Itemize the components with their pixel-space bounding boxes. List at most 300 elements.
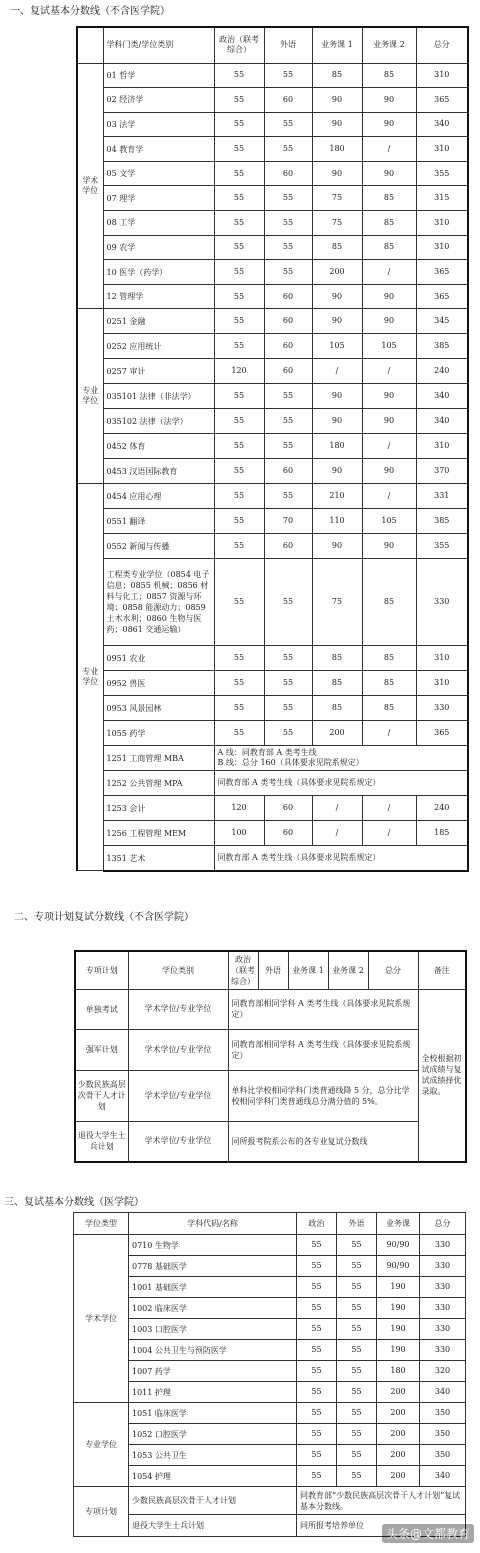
score-total: 310 [416,211,468,236]
requirement-text: 同教育部相同学科 A 类考生线（具体要求见院系规定） [228,1029,418,1070]
table-row [75,989,466,1029]
score-total: 185 [416,821,468,846]
requirement-text: 同所报考院系公布的各专业复试分数线 [228,1121,418,1162]
subject-name: 1252 公共管理 MPA [103,771,214,796]
score-c2: / [362,484,416,509]
group-label: 专项计划 [74,1487,129,1537]
score-politics: 55 [214,161,264,186]
column-header: 业务课 1 [288,951,328,989]
score-politics: 55 [297,1340,337,1361]
column-header: 外语 [264,27,312,63]
column-header: 专项计划 [75,951,128,989]
score-politics: 55 [214,384,264,409]
score-c2: 85 [362,696,416,721]
table-row [74,1298,466,1319]
score-politics: 55 [214,484,264,509]
table-row [77,137,468,162]
score-c2: 105 [362,334,416,359]
score-politics: 55 [297,1298,337,1319]
table-row [74,1487,466,1515]
subject-name: 08 工学 [103,211,214,236]
subject-name: 0952 兽医 [103,671,214,696]
score-c1: 90 [312,284,362,309]
score-total: 365 [416,88,468,113]
score-course: 90/90 [377,1256,420,1277]
score-total: 350 [420,1403,466,1424]
score-lang: 60 [264,821,312,846]
subject-name: 05 文学 [103,161,214,186]
score-lang: 60 [264,334,312,359]
score-politics: 55 [297,1382,337,1403]
table-row [77,696,468,721]
score-total: 365 [416,721,468,746]
subject-name: 0551 翻译 [103,509,214,534]
score-lang: 55 [337,1256,377,1277]
group-label: 学术学位 [77,63,103,309]
score-total: 330 [420,1235,466,1256]
score-total: 340 [416,409,468,434]
table-row [77,459,468,484]
column-header: 总分 [420,1213,466,1235]
score-politics: 120 [214,359,264,384]
table-row [74,1319,466,1340]
score-course: 200 [377,1403,420,1424]
score-politics: 120 [214,796,264,821]
score-total: 340 [416,112,468,137]
score-c2: 85 [362,671,416,696]
score-c1: 90 [312,112,362,137]
plan-name: 少数民族高层次骨干人才计划 [75,1070,128,1121]
table-row [77,63,468,88]
score-c2: 90 [362,534,416,559]
score-total: 340 [416,384,468,409]
score-c2: / [362,137,416,162]
score-c2: / [362,434,416,459]
score-total: 350 [420,1424,466,1445]
score-politics: 55 [297,1424,337,1445]
table-row [77,821,468,846]
score-lang: 55 [337,1382,377,1403]
score-c1: 200 [312,721,362,746]
score-total: 330 [420,1319,466,1340]
subject-name: 03 法学 [103,112,214,137]
score-politics: 55 [297,1361,337,1382]
subject-name: 1011 护理 [129,1382,297,1403]
subject-name: 0453 汉语国际教育 [103,459,214,484]
score-c2: 90 [362,384,416,409]
group-label: 专业学位 [77,484,103,871]
subject-name: 1051 临床医学 [129,1403,297,1424]
subject-name: 0951 农业 [103,646,214,671]
table-row [74,1361,466,1382]
degree-type: 学术学位/专业学位 [128,1029,228,1070]
score-lang: 55 [337,1403,377,1424]
score-lang: 60 [264,88,312,113]
table-row [74,1445,466,1466]
table-row [77,359,468,384]
table-row [77,309,468,334]
score-course: 180 [377,1361,420,1382]
score-lang: 55 [264,646,312,671]
score-politics: 55 [297,1277,337,1298]
score-lang: 55 [337,1340,377,1361]
score-total: 355 [416,161,468,186]
table-row [77,646,468,671]
score-politics: 55 [214,509,264,534]
score-c1: 90 [312,161,362,186]
subject-name: 10 医学（药学） [103,260,214,285]
score-total: 385 [416,334,468,359]
column-header: 业务课 [377,1213,420,1235]
table-row [77,161,468,186]
score-politics: 55 [214,721,264,746]
score-c1: 85 [312,696,362,721]
score-total: 240 [416,359,468,384]
score-course: 90/90 [377,1235,420,1256]
score-c1: 90 [312,459,362,484]
column-header: 备注 [418,951,466,989]
subject-name: 01 哲学 [103,63,214,88]
score-c2: / [362,260,416,285]
score-lang: 55 [264,63,312,88]
score-c2: 90 [362,112,416,137]
score-politics: 55 [214,112,264,137]
table-row [77,846,468,871]
score-politics: 55 [297,1466,337,1487]
score-total: 350 [420,1445,466,1466]
score-c2: 105 [362,509,416,534]
table-row [77,409,468,434]
score-course: 200 [377,1445,420,1466]
table-row [77,484,468,509]
subject-name: 0252 应用统计 [103,334,214,359]
table-row [74,1424,466,1445]
score-lang: 55 [264,484,312,509]
section3-table [73,1212,466,1537]
score-lang: 55 [264,409,312,434]
subject-name: 12 管理学 [103,284,214,309]
score-politics: 55 [214,646,264,671]
score-c2: 90 [362,459,416,484]
column-header: 学位类型 [74,1213,129,1235]
score-course: 200 [377,1382,420,1403]
table-row [77,771,468,796]
score-c1: 85 [312,235,362,260]
merged-note: 同教育部 A 类考生线（具体要求见院系规定） [214,846,468,871]
score-politics: 55 [214,459,264,484]
score-lang: 55 [264,235,312,260]
score-c1: 210 [312,484,362,509]
subject-name: 工程类专业学位（0854 电子信息；0855 机械；0856 材料与化工；0857 资源与环境；0858 能源动力；0859 土木水利；0860 生物与医药；0861 交通运输） [103,559,214,646]
table-row [77,112,468,137]
table-row [77,260,468,285]
table-header-row [75,951,466,989]
score-c1: 90 [312,409,362,434]
table-row [77,559,468,646]
score-politics: 55 [214,534,264,559]
subject-name: 1251 工商管理 MBA [103,746,214,771]
score-politics: 55 [214,235,264,260]
score-total: 310 [416,434,468,459]
table-row [77,384,468,409]
table-row [75,1121,466,1162]
score-c1: 180 [312,434,362,459]
header-blank [77,27,103,63]
column-header: 学科代码/名称 [129,1213,297,1235]
subject-name: 0710 生物学 [129,1235,297,1256]
table-row [77,284,468,309]
score-politics: 55 [214,559,264,646]
table-row [74,1235,466,1256]
score-politics: 55 [297,1235,337,1256]
score-c1: 110 [312,509,362,534]
score-c2: 90 [362,284,416,309]
table-row [77,721,468,746]
score-c1: 90 [312,88,362,113]
group-label: 专业学位 [77,309,103,484]
score-politics: 55 [297,1445,337,1466]
subject-name: 1002 临床医学 [129,1298,297,1319]
subject-name: 1053 公共卫生 [129,1445,297,1466]
column-header: 学科门类/学位类别 [103,27,214,63]
table-row [74,1466,466,1487]
score-politics: 55 [214,63,264,88]
score-c1: 200 [312,260,362,285]
score-lang: 55 [264,260,312,285]
score-c1: 85 [312,646,362,671]
table-row [77,746,468,771]
merged-note: A 线：同教育部 A 类考生线 B 线：总分 160（具体要求见院系规定） [214,746,468,771]
score-politics: 55 [214,434,264,459]
column-header: 政治（联考综合） [214,27,264,63]
table-row [75,1070,466,1121]
score-lang: 55 [264,137,312,162]
score-politics: 55 [214,260,264,285]
score-lang: 55 [264,671,312,696]
score-c2: / [362,796,416,821]
score-lang: 55 [337,1361,377,1382]
subject-name: 1256 工程管理 MEM [103,821,214,846]
table-header-row [77,27,468,63]
score-lang: 70 [264,509,312,534]
section2-table [74,950,467,1163]
score-lang: 55 [264,696,312,721]
subject-name: 0454 应用心理 [103,484,214,509]
score-lang: 60 [264,459,312,484]
score-c1: 75 [312,559,362,646]
score-lang: 60 [264,309,312,334]
subject-name: 0778 基础医学 [129,1256,297,1277]
score-c1: 90 [312,384,362,409]
score-total: 310 [416,137,468,162]
score-total: 330 [420,1340,466,1361]
score-politics: 55 [297,1319,337,1340]
score-course: 190 [377,1277,420,1298]
score-total: 365 [416,260,468,285]
column-header: 业务课 2 [362,27,416,63]
merged-note: 同教育部 A 类考生线（具体要求见院系规定） [214,771,468,796]
score-c1: 105 [312,334,362,359]
score-total: 315 [416,186,468,211]
merged-note: 同所报考培养单位 [297,1515,466,1537]
column-header: 学位类别 [128,951,228,989]
score-politics: 55 [297,1403,337,1424]
table-row [74,1403,466,1424]
score-c1: 85 [312,671,362,696]
subject-name: 1055 药学 [103,721,214,746]
table-row [77,509,468,534]
table-row [75,1029,466,1070]
score-lang: 55 [264,721,312,746]
score-total: 330 [420,1277,466,1298]
table-row [77,434,468,459]
degree-type: 学术学位/专业学位 [128,989,228,1029]
score-total: 330 [416,559,468,646]
score-total: 345 [416,309,468,334]
subject-name: 07 理学 [103,186,214,211]
table-row [74,1277,466,1298]
score-politics: 55 [214,334,264,359]
plan-name: 单独考试 [75,989,128,1029]
group-label: 专业学位 [74,1403,129,1487]
column-header: 政治（联考综合） [228,951,258,989]
remark: 全校根据初试成绩与复试成绩择优录取。 [418,989,466,1162]
degree-type: 学术学位/专业学位 [128,1070,228,1121]
score-lang: 60 [264,534,312,559]
score-lang: 55 [337,1466,377,1487]
subject-name: 0552 新闻与传播 [103,534,214,559]
column-header: 外语 [258,951,288,989]
table-row [77,88,468,113]
subject-name: 02 经济学 [103,88,214,113]
table-row [77,534,468,559]
score-course: 200 [377,1466,420,1487]
score-politics: 55 [214,696,264,721]
score-total: 310 [416,235,468,260]
section2-title: 二、专项计划复试分数线（不含医学院） [14,912,194,923]
score-lang: 60 [264,796,312,821]
score-lang: 55 [337,1424,377,1445]
subject-name: 1007 药学 [129,1361,297,1382]
plan-name: 退役大学生士兵计划 [75,1121,128,1162]
score-lang: 55 [264,559,312,646]
score-course: 190 [377,1319,420,1340]
subject-name: 0257 审计 [103,359,214,384]
score-c2: 85 [362,211,416,236]
subject-name: 035102 法律（法学） [103,409,214,434]
score-lang: 55 [264,434,312,459]
score-c1: 90 [312,309,362,334]
column-header: 总分 [368,951,418,989]
table-header-row [74,1213,466,1235]
table-row [74,1340,466,1361]
score-politics: 55 [214,88,264,113]
score-lang: 60 [264,284,312,309]
score-c2: 85 [362,63,416,88]
score-total: 330 [420,1256,466,1277]
score-lang: 55 [264,112,312,137]
subject-name: 1054 护理 [129,1466,297,1487]
watermark: 头条@文都教育 [382,1524,474,1543]
score-total: 370 [416,459,468,484]
score-c2: 85 [362,235,416,260]
score-c2: 90 [362,161,416,186]
score-lang: 60 [264,161,312,186]
table-row [74,1256,466,1277]
subject-name: 0953 风景园林 [103,696,214,721]
score-course: 190 [377,1340,420,1361]
subject-name: 0452 体育 [103,434,214,459]
score-c1: 180 [312,137,362,162]
subject-name: 1253 会计 [103,796,214,821]
column-header: 业务课 2 [328,951,368,989]
score-lang: 55 [337,1235,377,1256]
score-c1: / [312,359,362,384]
column-header: 外语 [337,1213,377,1235]
score-total: 240 [416,796,468,821]
section1-title: 一、复试基本分数线（不含医学院） [10,6,170,17]
table-row [77,235,468,260]
score-lang: 55 [264,384,312,409]
score-total: 320 [420,1361,466,1382]
score-lang: 55 [337,1319,377,1340]
score-politics: 55 [214,211,264,236]
score-c2: 85 [362,646,416,671]
score-course: 190 [377,1298,420,1319]
score-lang: 55 [337,1277,377,1298]
score-c1: / [312,796,362,821]
section3-title: 三、复试基本分数线（医学院） [4,1197,144,1208]
score-total: 310 [416,63,468,88]
score-total: 330 [420,1298,466,1319]
score-total: 385 [416,509,468,534]
subject-name: 1001 基础医学 [129,1277,297,1298]
subject-name: 035101 法律（非法学） [103,384,214,409]
score-politics: 55 [214,409,264,434]
degree-type: 学术学位/专业学位 [128,1121,228,1162]
score-lang: 55 [337,1445,377,1466]
table-row [77,334,468,359]
score-politics: 55 [214,671,264,696]
score-politics: 100 [214,821,264,846]
subject-name: 09 农学 [103,235,214,260]
subject-name: 04 教育学 [103,137,214,162]
score-lang: 55 [264,211,312,236]
score-total: 310 [416,671,468,696]
score-total: 340 [420,1382,466,1403]
score-lang: 55 [337,1298,377,1319]
score-c1: 75 [312,186,362,211]
table-row [77,211,468,236]
table-row [74,1382,466,1403]
column-header: 总分 [416,27,468,63]
section1-table [76,26,469,872]
column-header: 业务课 1 [312,27,362,63]
score-c1: / [312,821,362,846]
score-politics: 55 [214,186,264,211]
score-politics: 55 [297,1256,337,1277]
subject-name: 1003 口腔医学 [129,1319,297,1340]
score-c2: / [362,821,416,846]
score-course: 200 [377,1424,420,1445]
column-header: 政治 [297,1213,337,1235]
plan-name: 强军计划 [75,1029,128,1070]
subject-name: 1004 公共卫生与预防医学 [129,1340,297,1361]
table-row [77,671,468,696]
score-total: 330 [416,696,468,721]
score-c2: / [362,359,416,384]
requirement-text: 单科比学校相同学科门类普通线降 5 分，总分比学校相同学科门类普通线总分满分值的 5%。 [228,1070,418,1121]
